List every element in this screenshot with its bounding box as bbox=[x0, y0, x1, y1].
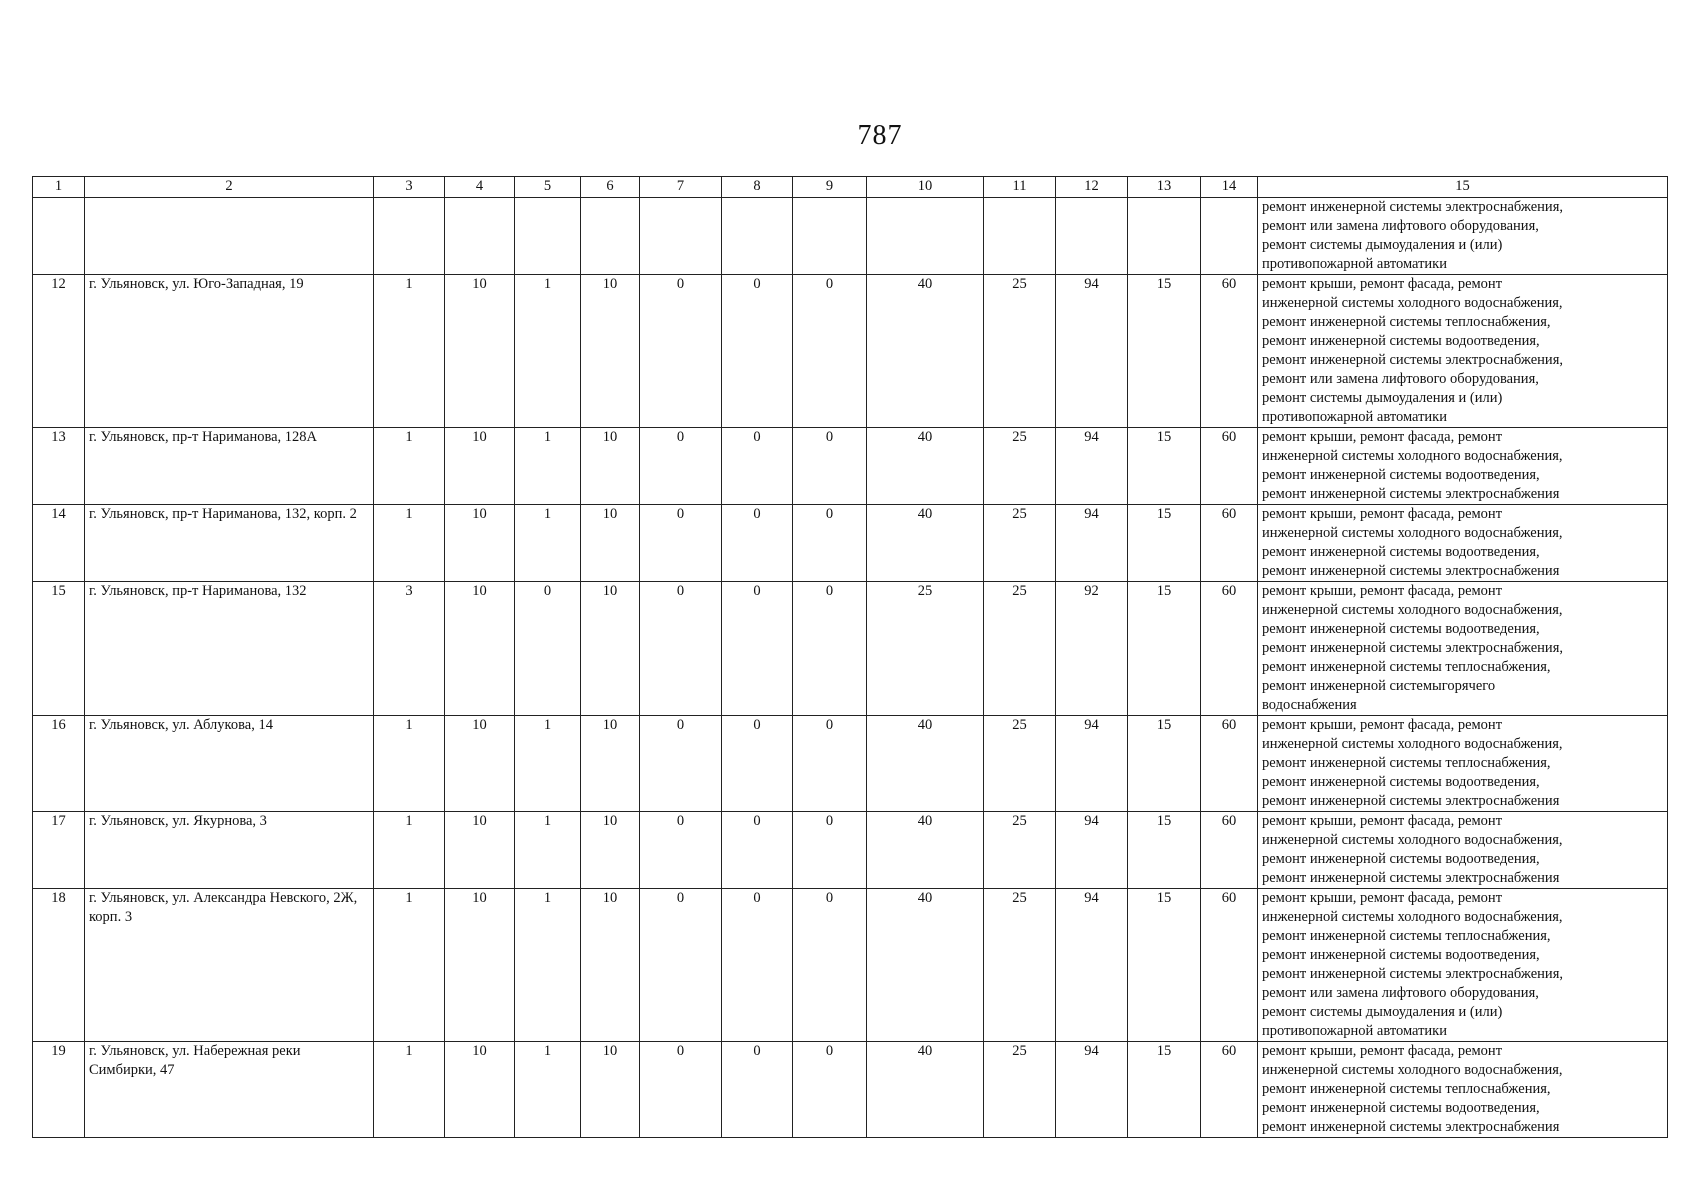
value-cell-col-11: 25 bbox=[984, 812, 1056, 889]
value-cell-col-14: 60 bbox=[1201, 582, 1258, 716]
value-cell-col-4: 10 bbox=[445, 582, 515, 716]
value-cell-col-10: 40 bbox=[867, 275, 984, 428]
value-cell-col-10: 40 bbox=[867, 889, 984, 1042]
continuation-row bbox=[33, 198, 1668, 275]
value-cell-col-10: 40 bbox=[867, 812, 984, 889]
works-line: ремонт инженерной системы теплоснабжения, bbox=[1262, 659, 1551, 675]
value-cell-col-12: 94 bbox=[1056, 1042, 1128, 1138]
value-cell-col-8: 0 bbox=[722, 716, 793, 812]
address-cell: г. Ульяновск, пр-т Нариманова, 128А bbox=[85, 428, 374, 505]
value-cell-col-13: 15 bbox=[1128, 889, 1201, 1042]
value-cell-col-9: 0 bbox=[793, 582, 867, 716]
value-cell-col-14: 60 bbox=[1201, 812, 1258, 889]
value-cell-col-5: 1 bbox=[515, 889, 581, 1042]
works-line: инженерной системы холодного водоснабжения, bbox=[1262, 295, 1563, 311]
value-cell-col-11: 25 bbox=[984, 889, 1056, 1042]
works-line: инженерной системы холодного водоснабжения, bbox=[1262, 602, 1563, 618]
value-cell-col-10: 40 bbox=[867, 505, 984, 582]
cell-empty bbox=[33, 198, 85, 275]
works-line: ремонт инженерной системы электроснабжения, bbox=[1262, 966, 1563, 982]
value-cell-col-9: 0 bbox=[793, 716, 867, 812]
value-cell-col-5: 1 bbox=[515, 505, 581, 582]
value-cell-col-6: 10 bbox=[581, 275, 640, 428]
works-line: инженерной системы холодного водоснабжения, bbox=[1262, 525, 1563, 541]
page-number: 787 bbox=[857, 120, 903, 151]
works-line: противопожарной автоматики bbox=[1262, 1023, 1447, 1039]
row-number: 12 bbox=[33, 275, 85, 428]
value-cell-col-11: 25 bbox=[984, 505, 1056, 582]
works-line: ремонт инженерной системыгорячего bbox=[1262, 678, 1496, 694]
value-cell-col-13: 15 bbox=[1128, 716, 1201, 812]
column-index-12: 12 bbox=[1056, 177, 1128, 198]
works-line: ремонт крыши, ремонт фасада, ремонт bbox=[1262, 583, 1503, 599]
address-cell: г. Ульяновск, ул. Аблукова, 14 bbox=[85, 716, 374, 812]
works-cell bbox=[1258, 716, 1668, 812]
value-cell-col-7: 0 bbox=[640, 889, 722, 1042]
value-cell-col-3: 3 bbox=[374, 582, 445, 716]
value-cell-col-10: 40 bbox=[867, 716, 984, 812]
column-index-11: 11 bbox=[984, 177, 1056, 198]
value-cell-col-12: 94 bbox=[1056, 428, 1128, 505]
table-row bbox=[33, 275, 1668, 428]
cell-empty bbox=[640, 198, 722, 275]
value-cell-col-14: 60 bbox=[1201, 1042, 1258, 1138]
table-row bbox=[33, 428, 1668, 505]
works-line: ремонт крыши, ремонт фасада, ремонт bbox=[1262, 890, 1503, 906]
column-index-9: 9 bbox=[793, 177, 867, 198]
works-line: ремонт инженерной системы электроснабжения, bbox=[1262, 352, 1563, 368]
value-cell-col-3: 1 bbox=[374, 716, 445, 812]
address-cell: г. Ульяновск, ул. Якурнова, 3 bbox=[85, 812, 374, 889]
row-number: 16 bbox=[33, 716, 85, 812]
works-line: ремонт крыши, ремонт фасада, ремонт bbox=[1262, 276, 1503, 292]
column-index-1: 1 bbox=[33, 177, 85, 198]
value-cell-col-11: 25 bbox=[984, 1042, 1056, 1138]
cell-empty bbox=[984, 198, 1056, 275]
works-table bbox=[32, 176, 1668, 1138]
table-row bbox=[33, 716, 1668, 812]
value-cell-col-7: 0 bbox=[640, 582, 722, 716]
cell-empty bbox=[445, 198, 515, 275]
works-line: ремонт инженерной системы электроснабжения, bbox=[1262, 199, 1563, 215]
table-row bbox=[33, 582, 1668, 716]
value-cell-col-8: 0 bbox=[722, 1042, 793, 1138]
value-cell-col-4: 10 bbox=[445, 1042, 515, 1138]
value-cell-col-12: 92 bbox=[1056, 582, 1128, 716]
value-cell-col-13: 15 bbox=[1128, 275, 1201, 428]
value-cell-col-6: 10 bbox=[581, 716, 640, 812]
value-cell-col-8: 0 bbox=[722, 812, 793, 889]
cell-empty bbox=[1201, 198, 1258, 275]
works-line: ремонт крыши, ремонт фасада, ремонт bbox=[1262, 717, 1503, 733]
works-line: ремонт инженерной системы водоотведения, bbox=[1262, 467, 1540, 483]
value-cell-col-6: 10 bbox=[581, 812, 640, 889]
works-line: инженерной системы холодного водоснабжения, bbox=[1262, 909, 1563, 925]
value-cell-col-3: 1 bbox=[374, 275, 445, 428]
value-cell-col-9: 0 bbox=[793, 1042, 867, 1138]
address-cell: г. Ульяновск, пр-т Нариманова, 132, корп. 2 bbox=[85, 505, 374, 582]
value-cell-col-4: 10 bbox=[445, 275, 515, 428]
address-cell: г. Ульяновск, ул. Александра Невского, 2Ж, корп. 3 bbox=[85, 889, 374, 1042]
value-cell-col-13: 15 bbox=[1128, 428, 1201, 505]
works-line: ремонт крыши, ремонт фасада, ремонт bbox=[1262, 506, 1503, 522]
column-index-10: 10 bbox=[867, 177, 984, 198]
column-index-row bbox=[33, 177, 1668, 198]
value-cell-col-11: 25 bbox=[984, 275, 1056, 428]
value-cell-col-3: 1 bbox=[374, 889, 445, 1042]
cell-empty bbox=[515, 198, 581, 275]
works-line: противопожарной автоматики bbox=[1262, 256, 1447, 272]
value-cell-col-12: 94 bbox=[1056, 889, 1128, 1042]
value-cell-col-13: 15 bbox=[1128, 812, 1201, 889]
value-cell-col-12: 94 bbox=[1056, 716, 1128, 812]
value-cell-col-7: 0 bbox=[640, 275, 722, 428]
value-cell-col-8: 0 bbox=[722, 275, 793, 428]
table-row bbox=[33, 889, 1668, 1042]
works-cell bbox=[1258, 1042, 1668, 1138]
column-index-7: 7 bbox=[640, 177, 722, 198]
value-cell-col-8: 0 bbox=[722, 505, 793, 582]
works-line: ремонт инженерной системы водоотведения, bbox=[1262, 774, 1540, 790]
value-cell-col-5: 1 bbox=[515, 716, 581, 812]
value-cell-col-11: 25 bbox=[984, 428, 1056, 505]
column-index-14: 14 bbox=[1201, 177, 1258, 198]
value-cell-col-3: 1 bbox=[374, 505, 445, 582]
column-index-13: 13 bbox=[1128, 177, 1201, 198]
value-cell-col-8: 0 bbox=[722, 428, 793, 505]
column-index-15: 15 bbox=[1258, 177, 1668, 198]
works-line: ремонт инженерной системы теплоснабжения, bbox=[1262, 755, 1551, 771]
value-cell-col-14: 60 bbox=[1201, 428, 1258, 505]
column-index-3: 3 bbox=[374, 177, 445, 198]
value-cell-col-12: 94 bbox=[1056, 275, 1128, 428]
works-line: ремонт системы дымоудаления и (или) bbox=[1262, 237, 1503, 253]
value-cell-col-4: 10 bbox=[445, 812, 515, 889]
works-line: инженерной системы холодного водоснабжения, bbox=[1262, 832, 1563, 848]
works-line: ремонт или замена лифтового оборудования, bbox=[1262, 218, 1539, 234]
value-cell-col-10: 25 bbox=[867, 582, 984, 716]
row-number: 15 bbox=[33, 582, 85, 716]
works-line: ремонт инженерной системы водоотведения, bbox=[1262, 1100, 1540, 1116]
address-cell: г. Ульяновск, ул. Набережная реки Симбирки, 47 bbox=[85, 1042, 374, 1138]
table-row bbox=[33, 1042, 1668, 1138]
table-row bbox=[33, 812, 1668, 889]
row-number: 18 bbox=[33, 889, 85, 1042]
value-cell-col-14: 60 bbox=[1201, 889, 1258, 1042]
works-line: ремонт инженерной системы электроснабжения bbox=[1262, 793, 1560, 809]
value-cell-col-3: 1 bbox=[374, 428, 445, 505]
table-body bbox=[33, 198, 1668, 1138]
value-cell-col-11: 25 bbox=[984, 582, 1056, 716]
works-line: ремонт инженерной системы водоотведения, bbox=[1262, 851, 1540, 867]
works-line: ремонт крыши, ремонт фасада, ремонт bbox=[1262, 813, 1503, 829]
column-index-6: 6 bbox=[581, 177, 640, 198]
works-line: водоснабжения bbox=[1262, 697, 1357, 713]
works-cell bbox=[1258, 889, 1668, 1042]
works-cell bbox=[1258, 812, 1668, 889]
row-number: 13 bbox=[33, 428, 85, 505]
value-cell-col-6: 10 bbox=[581, 889, 640, 1042]
row-number: 19 bbox=[33, 1042, 85, 1138]
continuation-works-cell bbox=[1258, 198, 1668, 275]
value-cell-col-4: 10 bbox=[445, 428, 515, 505]
works-cell bbox=[1258, 275, 1668, 428]
value-cell-col-14: 60 bbox=[1201, 716, 1258, 812]
value-cell-col-9: 0 bbox=[793, 275, 867, 428]
value-cell-col-7: 0 bbox=[640, 505, 722, 582]
works-line: ремонт инженерной системы электроснабжения bbox=[1262, 486, 1560, 502]
value-cell-col-7: 0 bbox=[640, 716, 722, 812]
value-cell-col-9: 0 bbox=[793, 812, 867, 889]
value-cell-col-7: 0 bbox=[640, 812, 722, 889]
column-index-4: 4 bbox=[445, 177, 515, 198]
value-cell-col-7: 0 bbox=[640, 428, 722, 505]
works-line: ремонт инженерной системы теплоснабжения, bbox=[1262, 928, 1551, 944]
value-cell-col-5: 0 bbox=[515, 582, 581, 716]
cell-empty bbox=[581, 198, 640, 275]
column-index-5: 5 bbox=[515, 177, 581, 198]
works-line: ремонт инженерной системы электроснабжения bbox=[1262, 563, 1560, 579]
works-line: ремонт инженерной системы водоотведения, bbox=[1262, 947, 1540, 963]
works-line: ремонт системы дымоудаления и (или) bbox=[1262, 1004, 1503, 1020]
value-cell-col-5: 1 bbox=[515, 428, 581, 505]
value-cell-col-4: 10 bbox=[445, 505, 515, 582]
works-line: ремонт инженерной системы электроснабжения bbox=[1262, 1119, 1560, 1135]
cell-empty bbox=[85, 198, 374, 275]
works-line: ремонт или замена лифтового оборудования, bbox=[1262, 985, 1539, 1001]
works-line: ремонт системы дымоудаления и (или) bbox=[1262, 390, 1503, 406]
value-cell-col-6: 10 bbox=[581, 428, 640, 505]
works-line: ремонт инженерной системы электроснабжения bbox=[1262, 870, 1560, 886]
value-cell-col-14: 60 bbox=[1201, 505, 1258, 582]
works-line: ремонт или замена лифтового оборудования, bbox=[1262, 371, 1539, 387]
works-line: ремонт инженерной системы теплоснабжения, bbox=[1262, 1081, 1551, 1097]
works-line: ремонт инженерной системы теплоснабжения, bbox=[1262, 314, 1551, 330]
value-cell-col-13: 15 bbox=[1128, 582, 1201, 716]
cell-empty bbox=[374, 198, 445, 275]
value-cell-col-5: 1 bbox=[515, 275, 581, 428]
value-cell-col-9: 0 bbox=[793, 889, 867, 1042]
value-cell-col-14: 60 bbox=[1201, 275, 1258, 428]
works-cell bbox=[1258, 505, 1668, 582]
works-line: противопожарной автоматики bbox=[1262, 409, 1447, 425]
works-line: ремонт крыши, ремонт фасада, ремонт bbox=[1262, 429, 1503, 445]
address-cell: г. Ульяновск, пр-т Нариманова, 132 bbox=[85, 582, 374, 716]
value-cell-col-10: 40 bbox=[867, 1042, 984, 1138]
column-index-8: 8 bbox=[722, 177, 793, 198]
value-cell-col-13: 15 bbox=[1128, 505, 1201, 582]
works-line: ремонт инженерной системы водоотведения, bbox=[1262, 333, 1540, 349]
works-line: инженерной системы холодного водоснабжения, bbox=[1262, 1062, 1563, 1078]
value-cell-col-8: 0 bbox=[722, 889, 793, 1042]
value-cell-col-5: 1 bbox=[515, 1042, 581, 1138]
value-cell-col-13: 15 bbox=[1128, 1042, 1201, 1138]
works-line: ремонт инженерной системы водоотведения, bbox=[1262, 621, 1540, 637]
row-number: 14 bbox=[33, 505, 85, 582]
cell-empty bbox=[1128, 198, 1201, 275]
value-cell-col-12: 94 bbox=[1056, 505, 1128, 582]
value-cell-col-6: 10 bbox=[581, 505, 640, 582]
cell-empty bbox=[867, 198, 984, 275]
value-cell-col-3: 1 bbox=[374, 812, 445, 889]
value-cell-col-5: 1 bbox=[515, 812, 581, 889]
works-line: ремонт крыши, ремонт фасада, ремонт bbox=[1262, 1043, 1503, 1059]
cell-empty bbox=[793, 198, 867, 275]
cell-empty bbox=[722, 198, 793, 275]
value-cell-col-9: 0 bbox=[793, 428, 867, 505]
cell-empty bbox=[1056, 198, 1128, 275]
value-cell-col-8: 0 bbox=[722, 582, 793, 716]
value-cell-col-12: 94 bbox=[1056, 812, 1128, 889]
works-line: инженерной системы холодного водоснабжения, bbox=[1262, 736, 1563, 752]
row-number: 17 bbox=[33, 812, 85, 889]
value-cell-col-9: 0 bbox=[793, 505, 867, 582]
works-cell bbox=[1258, 582, 1668, 716]
address-cell: г. Ульяновск, ул. Юго-Западная, 19 bbox=[85, 275, 374, 428]
works-line: ремонт инженерной системы водоотведения, bbox=[1262, 544, 1540, 560]
value-cell-col-3: 1 bbox=[374, 1042, 445, 1138]
value-cell-col-4: 10 bbox=[445, 889, 515, 1042]
value-cell-col-10: 40 bbox=[867, 428, 984, 505]
value-cell-col-6: 10 bbox=[581, 582, 640, 716]
works-line: инженерной системы холодного водоснабжения, bbox=[1262, 448, 1563, 464]
works-line: ремонт инженерной системы электроснабжения, bbox=[1262, 640, 1563, 656]
value-cell-col-4: 10 bbox=[445, 716, 515, 812]
value-cell-col-7: 0 bbox=[640, 1042, 722, 1138]
column-index-2: 2 bbox=[85, 177, 374, 198]
value-cell-col-11: 25 bbox=[984, 716, 1056, 812]
table-row bbox=[33, 505, 1668, 582]
works-cell bbox=[1258, 428, 1668, 505]
value-cell-col-6: 10 bbox=[581, 1042, 640, 1138]
